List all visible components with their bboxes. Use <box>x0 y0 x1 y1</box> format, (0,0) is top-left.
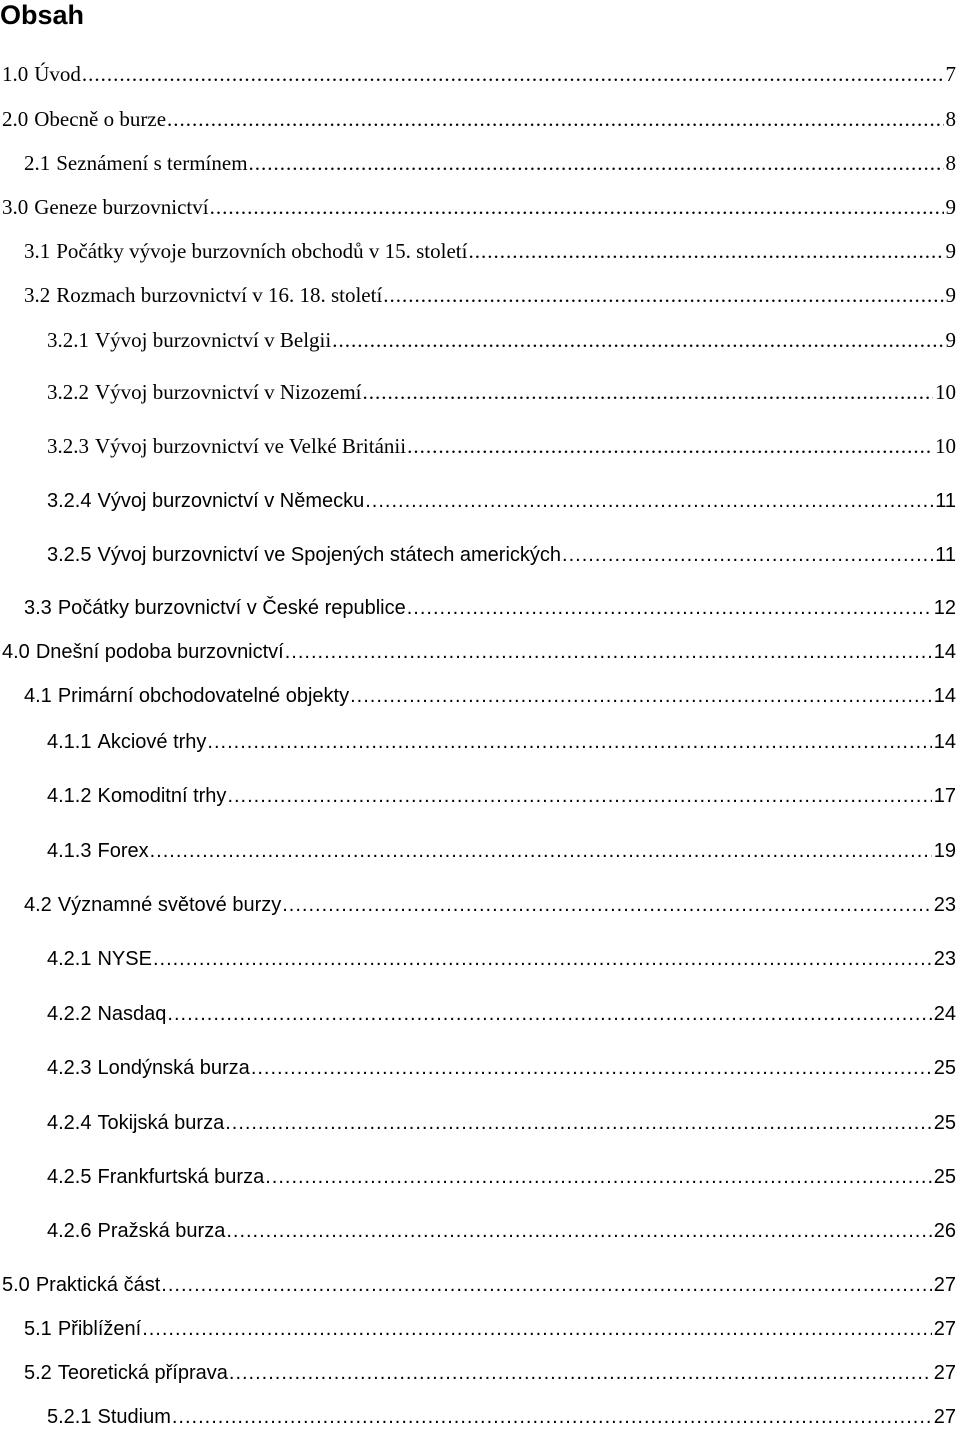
toc-entry-number: 4.2.6 <box>47 1220 92 1242</box>
toc-entry-number: 3.2.2 <box>47 380 89 404</box>
toc-entry-title: Přiblížení <box>57 1318 142 1340</box>
toc-entry[interactable] <box>24 1311 956 1341</box>
toc-entry-title: Počátky vývoje burzovních obchodů v 15. století <box>56 239 468 263</box>
toc-leader-dots <box>229 1361 932 1385</box>
toc-entry-title: Primární obchodovatelné objekty <box>57 685 350 707</box>
toc-entry-title: Významné světové burzy <box>57 894 282 916</box>
toc-entry-number: 4.0 <box>2 641 30 663</box>
toc-entry-title: Studium <box>97 1406 171 1428</box>
toc-entry-number: 4.1.1 <box>47 731 92 753</box>
toc-entry[interactable] <box>2 189 956 219</box>
toc-entry-title: Teoretická příprava <box>57 1362 228 1384</box>
toc-entry[interactable] <box>2 56 956 86</box>
toc-entry-title: Vývoj burzovnictví v Nizozemí <box>95 380 362 404</box>
toc-entry-number: 4.2.2 <box>47 1003 92 1025</box>
toc-entry[interactable] <box>47 1213 956 1243</box>
toc-entry-number: 5.2 <box>24 1362 52 1384</box>
toc-entry[interactable] <box>47 483 956 513</box>
toc-entry[interactable] <box>2 634 956 664</box>
toc-entry-number: 4.1.2 <box>47 785 92 807</box>
toc-entry-page: 27 <box>933 1362 956 1384</box>
toc-entry-number: 3.2.4 <box>47 490 92 512</box>
toc-entry-number: 2.1 <box>24 151 51 175</box>
toc-entry-page: 10 <box>935 434 956 458</box>
toc-leader-dots <box>562 543 933 567</box>
toc-entry-page: 7 <box>945 62 956 86</box>
toc-entry-title: Londýnská burza <box>97 1057 250 1079</box>
toc-leader-dots <box>82 62 944 86</box>
toc-leader-dots <box>285 640 932 664</box>
toc-entry-page: 25 <box>933 1166 956 1188</box>
toc-leader-dots <box>153 947 932 971</box>
toc-leader-dots <box>226 1219 931 1243</box>
toc-entry-page: 8 <box>945 107 956 131</box>
toc-entry[interactable] <box>47 1159 956 1189</box>
toc-leader-dots <box>150 839 932 863</box>
toc-entry[interactable] <box>47 537 956 567</box>
toc-heading: Obsah <box>0 0 85 30</box>
toc-entry-page: 10 <box>935 380 956 404</box>
toc-leader-dots <box>363 380 933 404</box>
toc-entry-page: 27 <box>933 1318 956 1340</box>
toc-entry-page: 8 <box>945 151 956 175</box>
toc-entry-title: Frankfurtská burza <box>97 1166 265 1188</box>
toc-leader-dots <box>251 1056 932 1080</box>
toc-entry-number: 5.1 <box>24 1318 52 1340</box>
toc-entry-number: 3.0 <box>2 195 29 219</box>
toc-entry-number: 4.2.4 <box>47 1112 92 1134</box>
toc-entry-number: 3.1 <box>24 239 51 263</box>
toc-entry[interactable] <box>24 1355 956 1385</box>
toc-entry-title: Forex <box>97 840 149 862</box>
toc-entry-number: 4.1.3 <box>47 840 92 862</box>
toc-entry-title: Akciové trhy <box>97 731 207 753</box>
toc-entry[interactable] <box>24 145 956 175</box>
toc-entry-title: Praktická část <box>35 1274 161 1296</box>
toc-entry-number: 5.0 <box>2 1274 30 1296</box>
toc-entry-page: 19 <box>933 840 956 862</box>
toc-leader-dots <box>167 107 943 131</box>
toc-leader-dots <box>332 328 943 352</box>
toc-entry[interactable] <box>47 322 956 352</box>
toc-entry[interactable] <box>47 941 956 971</box>
toc-entry[interactable] <box>2 1267 956 1297</box>
toc-entry-number: 4.1 <box>24 685 52 707</box>
toc-entry-number: 1.0 <box>2 62 29 86</box>
toc-entry-number: 4.2 <box>24 894 52 916</box>
toc-entry-page: 11 <box>935 544 956 566</box>
toc-entry[interactable] <box>47 1050 956 1080</box>
toc-leader-dots <box>210 195 944 219</box>
toc-entry-page: 25 <box>933 1112 956 1134</box>
toc-entry-number: 5.2.1 <box>47 1406 92 1428</box>
toc-entry-page: 9 <box>945 195 956 219</box>
toc-entry-number: 4.2.1 <box>47 948 92 970</box>
toc-entry[interactable] <box>24 233 956 263</box>
toc-entry-title: Dnešní podoba burzovnictví <box>35 641 284 663</box>
toc-entry-title: Vývoj burzovnictví v Belgii <box>95 328 332 352</box>
toc-entry[interactable] <box>47 996 956 1026</box>
toc-entry-number: 3.2.1 <box>47 328 89 352</box>
toc-entry[interactable] <box>47 778 956 808</box>
toc-entry-title: NYSE <box>97 948 152 970</box>
toc-entry-page: 25 <box>933 1057 956 1079</box>
toc-entry-title: Počátky burzovnictví v České republice <box>57 597 406 619</box>
toc-entry[interactable] <box>47 1105 956 1135</box>
toc-leader-dots <box>468 239 943 263</box>
toc-entry-title: Vývoj burzovnictví v Německu <box>97 490 365 512</box>
toc-entry-title: Pražská burza <box>97 1220 226 1242</box>
toc-entry-number: 3.2.5 <box>47 544 92 566</box>
toc-leader-dots <box>249 151 944 175</box>
toc-entry[interactable] <box>24 277 956 307</box>
toc-entry-title: Vývoj burzovnictví ve Spojených státech amerických <box>97 544 562 566</box>
toc-entry-number: 3.2.3 <box>47 434 89 458</box>
toc-entry[interactable] <box>2 101 956 131</box>
toc-leader-dots <box>167 1002 931 1026</box>
toc-entry-page: 14 <box>933 641 956 663</box>
toc-entry-page: 9 <box>945 239 956 263</box>
toc-leader-dots <box>407 596 932 620</box>
toc-entry-title: Úvod <box>34 62 81 86</box>
toc-leader-dots <box>207 730 931 754</box>
toc-entry[interactable] <box>47 428 956 458</box>
toc-leader-dots <box>161 1273 931 1297</box>
toc-entry[interactable] <box>47 374 956 404</box>
toc-entry-page: 23 <box>933 948 956 970</box>
toc-entry-page: 17 <box>933 785 956 807</box>
toc-entry-title: Tokijská burza <box>97 1112 225 1134</box>
toc-leader-dots <box>282 893 932 917</box>
toc-entry[interactable] <box>47 833 956 863</box>
toc-entry-number: 4.2.5 <box>47 1166 92 1188</box>
toc-entry-page: 24 <box>933 1003 956 1025</box>
toc-leader-dots <box>142 1317 932 1341</box>
toc-leader-dots <box>365 489 933 513</box>
toc-leader-dots <box>265 1165 932 1189</box>
toc-entry-page: 14 <box>933 731 956 753</box>
toc-entry[interactable] <box>47 1399 956 1429</box>
toc-entry-page: 27 <box>933 1406 956 1428</box>
toc-entry[interactable] <box>24 678 956 708</box>
toc-entry-title: Seznámení s termínem <box>56 151 248 175</box>
toc-entry-title: Rozmach burzovnictví v 16. 18. století <box>56 283 383 307</box>
toc-entry-page: 9 <box>945 328 956 352</box>
toc-entry-page: 11 <box>935 490 956 512</box>
toc-leader-dots <box>227 784 931 808</box>
toc-entry-page: 26 <box>933 1220 956 1242</box>
toc-entry-page: 12 <box>933 597 956 619</box>
toc-entry-title: Vývoj burzovnictví ve Velké Británii <box>95 434 407 458</box>
toc-entry-title: Komoditní trhy <box>97 785 227 807</box>
toc-entry[interactable] <box>24 887 956 917</box>
toc-leader-dots <box>172 1405 932 1429</box>
toc-entry-page: 23 <box>933 894 956 916</box>
toc-entry-title: Nasdaq <box>97 1003 167 1025</box>
toc-entry-page: 9 <box>945 283 956 307</box>
toc-entry-number: 3.3 <box>24 597 52 619</box>
toc-entry-page: 14 <box>933 685 956 707</box>
toc-entry-number: 4.2.3 <box>47 1057 92 1079</box>
toc-leader-dots <box>225 1111 932 1135</box>
toc-entry-number: 3.2 <box>24 283 51 307</box>
toc-entry-number: 2.0 <box>2 107 29 131</box>
toc-leader-dots <box>407 434 933 458</box>
toc-entry-title: Obecně o burze <box>34 107 167 131</box>
toc-entry[interactable] <box>24 590 956 620</box>
toc-leader-dots <box>350 684 932 708</box>
toc-entry[interactable] <box>47 724 956 754</box>
toc-entry-page: 27 <box>933 1274 956 1296</box>
toc-entry-title: Geneze burzovnictví <box>34 195 209 219</box>
toc-leader-dots <box>383 283 943 307</box>
